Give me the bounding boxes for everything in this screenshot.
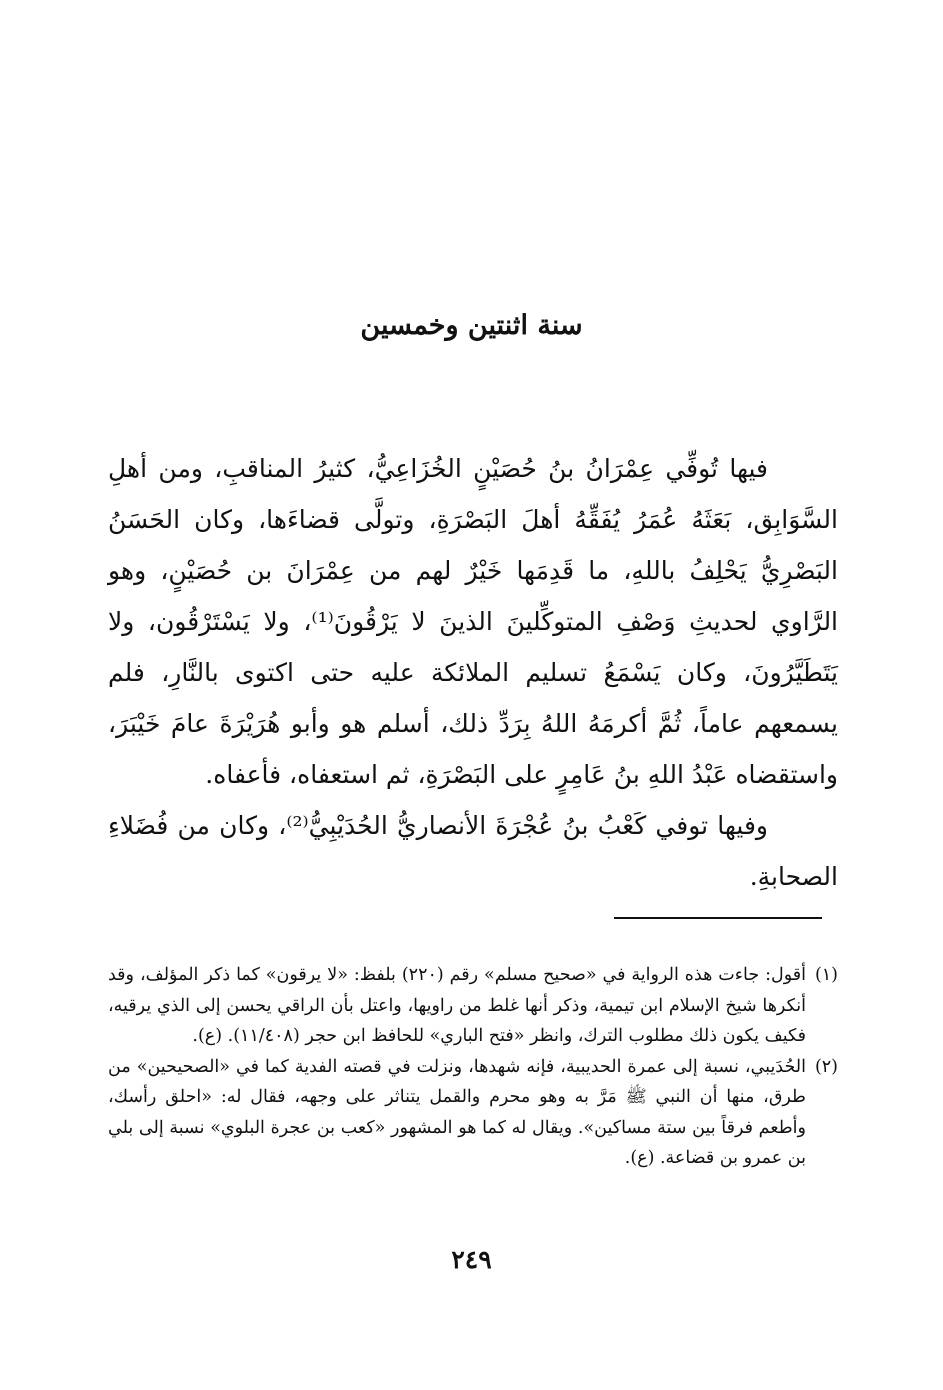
page-number: ٢٤٩	[451, 1245, 492, 1274]
footnote-text: أقول: جاءت هذه الرواية في «صحيح مسلم» رقم (٢٢٠) بلفظ: «لا يرقون» كما ذكر المؤلف، وقد أنكرها شيخ الإسلام ابن تيمية، وذكر أنها غلط من راويها، واعتل بأن الراقي يحسن إلى الذي يرقيه، فكيف يكون ذلك مطلوب الترك، وانظر «فتح الباري» للحافظ ابن حجر (١١/٤٠٨). (ع).	[108, 965, 806, 1046]
footnote-text: الحُدَيبي، نسبة إلى عمرة الحديبية، فإنه شهدها، ونزلت في قصته الفدية كما في «الصحيحين» من طرق، منها أن النبي ﷺ مَرَّ به وهو محرم والقمل يتناثر على وجهه، فقال له: «احلق رأسك، وأطعم فرقاً بين ستة مساكين». ويقال له كما هو المشهور «كعب بن عجرة البلوي» نسبة إلى بلي بن عمرو بن قضاعة. (ع).	[108, 1056, 806, 1168]
footnote-2	[108, 1052, 838, 1174]
footnote-1	[108, 960, 838, 1052]
chapter-heading: سنة اثنتين وخمسين	[360, 310, 583, 341]
footnotes	[108, 960, 838, 1174]
footnote-number: (٢)	[814, 1056, 838, 1077]
footnote-separator	[614, 917, 822, 919]
paragraph-imran: فيها تُوفِّي عِمْرَانُ بنُ حُصَيْنٍ الخُزَاعِيُّ، كثيرُ المناقبِ، ومن أهلِ السَّوَابِق، بَعَثَهُ عُمَرُ يُفَقِّهُ أهلَ البَصْرَةِ، وتولَّى قضاءَها، وكان الحَسَنُ البَصْرِيُّ يَحْلِفُ باللهِ، ما قَدِمَها خَيْرٌ لهم من عِمْرَانَ بن حُصَيْنٍ، وهو الرَّاوي لحديثِ وَصْفِ المتوكِّلينَ الذينَ لا يَرْقُونَ⁽¹⁾، ولا يَسْتَرْقُون، ولا يَتَطَيَّرُونَ، وكان يَسْمَعُ تسليم الملائكة عليه حتى اكتوى بالنَّارِ، فلم يسمعهم عاماً، ثُمَّ أكرمَهُ اللهُ بِرَدِّ ذلك، أسلم هو وأبو هُرَيْرَةَ عامَ خَيْبَرَ، واستقضاه عَبْدُ اللهِ بنُ عَامِرٍ على البَصْرَةِ، ثم استعفاه، فأعفاه.	[108, 454, 839, 789]
footnote-number: (١)	[814, 965, 838, 985]
paragraph-kaab: وفيها توفي كَعْبُ بنُ عُجْرَةَ الأنصاريُّ الحُدَيْبِيُّ⁽²⁾، وكان من فُضَلاءِ الصحابةِ.	[108, 811, 838, 891]
main-text	[108, 443, 838, 902]
